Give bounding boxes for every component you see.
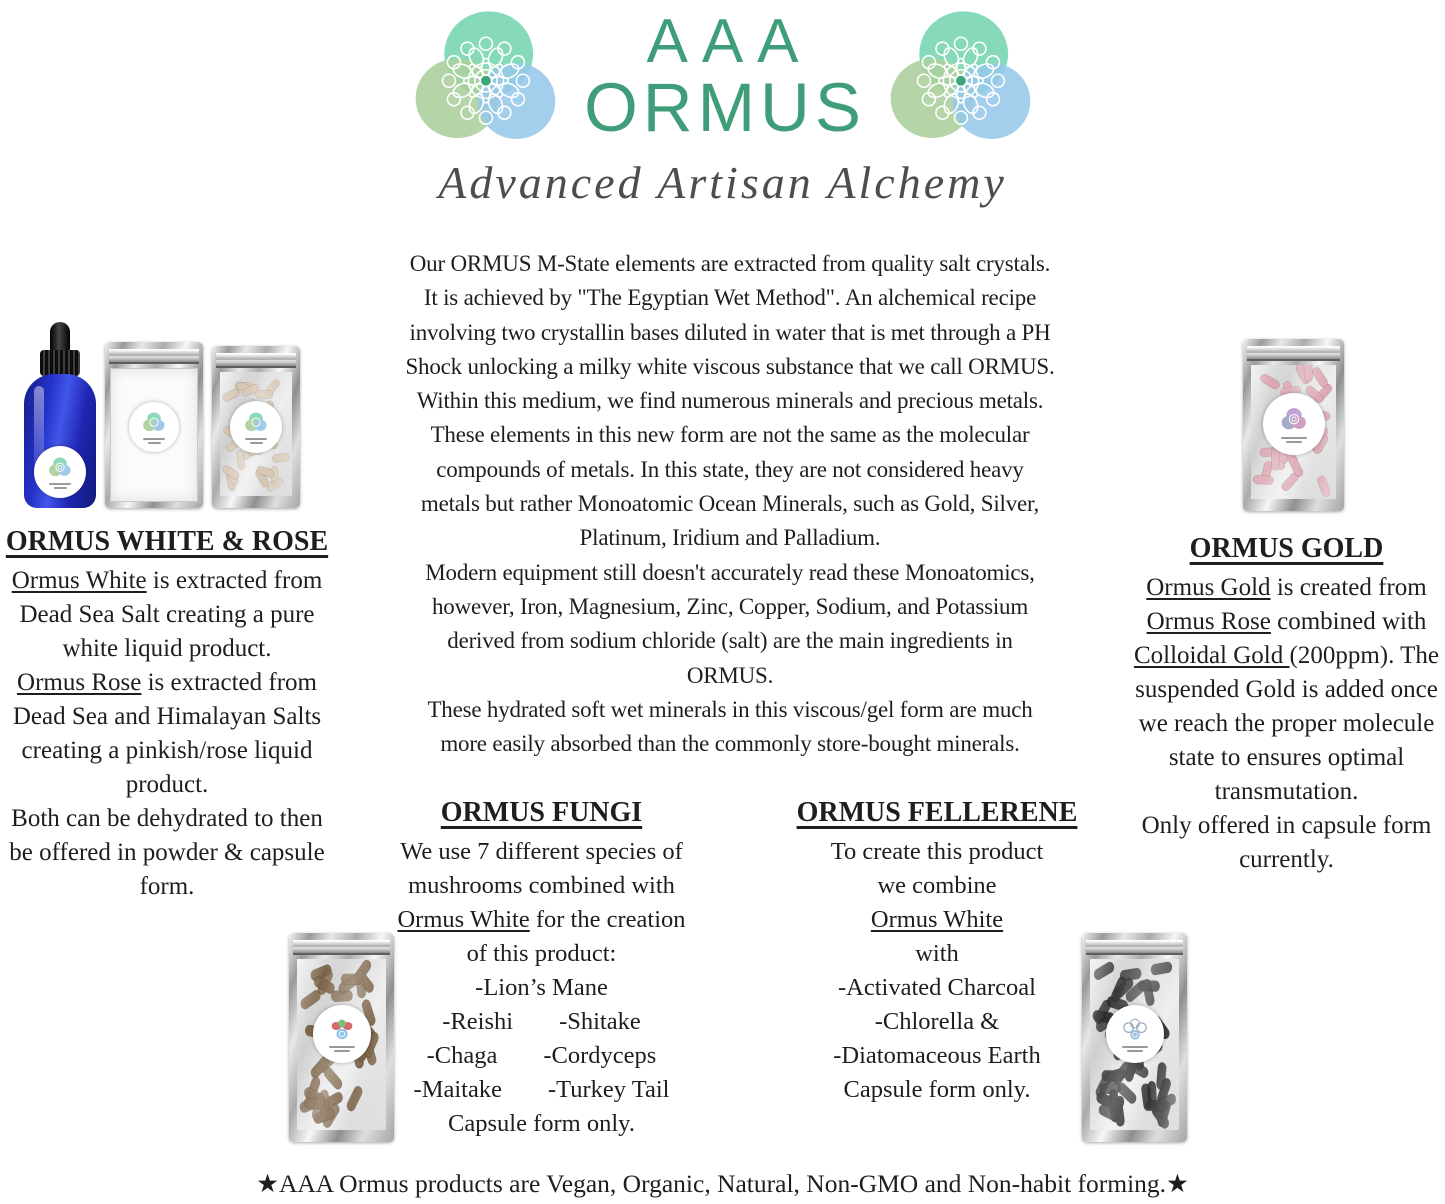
brand-title-ormus: ORMUS <box>584 69 866 146</box>
white-rose-heading: ORMUS WHITE & ROSE <box>5 526 329 557</box>
brand-tagline: Advanced Artisan Alchemy <box>438 157 1007 208</box>
text-line: we reach the proper molecule <box>1138 710 1435 737</box>
text-line: Ormus Rose combined with <box>1146 608 1427 635</box>
text-line: Our ORMUS M-State elements are extracted from quality salt crystals. <box>409 251 1051 276</box>
text-line: white liquid product. <box>62 635 272 662</box>
text-line: of this product: <box>466 940 617 967</box>
text-line: -Lion’s Mane <box>475 974 608 1001</box>
product-label <box>313 1005 371 1063</box>
brand-title <box>579 7 866 146</box>
text-line: Only offered in capsule form <box>1141 812 1432 839</box>
text-line: more easily absorbed than the commonly store-bought minerals. <box>440 731 1020 757</box>
text-line: we combine <box>877 872 997 899</box>
text-line: transmutation. <box>1214 778 1359 805</box>
text-line: state to ensures optimal <box>1168 744 1405 771</box>
brand-title-aaa: AAA <box>646 7 813 76</box>
brand-row <box>0 4 1445 150</box>
text-line: It is achieved by "The Egyptian Wet Method". An alchemical recipe <box>423 285 1037 311</box>
text-line: be offered in powder & capsule <box>9 839 325 866</box>
text-line: Capsule form only. <box>448 1110 635 1137</box>
pouch-front <box>110 368 198 502</box>
white-rose-product-image <box>24 320 300 508</box>
text-line: Capsule form only. <box>843 1076 1031 1103</box>
bag-window <box>220 372 292 496</box>
blue-dropper-bottle-image <box>24 322 96 508</box>
text-line: Modern equipment still doesn't accurately read these Monoatomics, <box>425 559 1035 585</box>
text-line: product. <box>125 771 209 798</box>
footer-claim: ★AAA Ormus products are Vegan, Organic, Natural, Non-GMO and Non-habit forming.★ <box>256 1169 1189 1198</box>
bottle-body <box>24 374 96 508</box>
text-line: Dead Sea Salt creating a pure <box>19 601 315 628</box>
text-line: Colloidal Gold (200ppm). The <box>1133 642 1440 669</box>
mushroom-row: -Reishi -Shitake <box>442 1008 641 1035</box>
text-line: form. <box>139 873 195 900</box>
fellerene-heading: ORMUS FELLERENE <box>796 797 1078 828</box>
text-line: with <box>915 940 959 967</box>
text-line: suspended Gold is added once <box>1135 676 1438 703</box>
text-line: -Chlorella & <box>874 1008 1000 1035</box>
fungi-heading: ORMUS FUNGI <box>440 797 643 828</box>
text-line: -Activated Charcoal <box>838 974 1036 1001</box>
text-line: To create this product <box>830 838 1044 865</box>
mushroom-row: -Chaga -Cordyceps <box>426 1042 657 1069</box>
text-line: derived from sodium chloride (salt) are the main ingredients in <box>447 628 1013 654</box>
watercolor-mandala-icon <box>886 4 1034 150</box>
text-line: Within this medium, we find numerous minerals and precious metals. <box>416 388 1044 414</box>
bag-window <box>1251 365 1336 499</box>
fungi-section <box>373 795 710 1141</box>
text-line: Shock unlocking a milky white viscous substance that we call ORMUS. <box>405 353 1055 379</box>
text-line: ORMUS. <box>686 662 774 688</box>
white-rose-section <box>2 524 332 904</box>
dropper-collar <box>40 350 80 376</box>
text-line: metals but rather Monoatomic Ocean Minerals, such as Gold, Silver, <box>420 491 1040 517</box>
product-label <box>1263 393 1325 455</box>
brand-header <box>0 4 1445 208</box>
text-line: Ormus White is extracted from <box>11 567 323 594</box>
mushroom-row: -Maitake -Turkey Tail <box>413 1076 670 1103</box>
product-label <box>1106 1005 1164 1063</box>
text-line: Platinum, Iridium and Palladium. <box>579 525 881 551</box>
text-line: however, Iron, Magnesium, Zinc, Copper, Sodium, and Potassium <box>431 593 1029 619</box>
gold-capsules-bag-image <box>1243 339 1344 511</box>
text-line: Dead Sea and Himalayan Salts <box>12 703 322 730</box>
watercolor-mandala-icon <box>411 4 559 150</box>
bag-zip-seal <box>216 353 296 368</box>
white-powder-pouch-image <box>105 342 203 508</box>
text-line: We use 7 different species of <box>400 838 683 865</box>
fellerene-capsules-bag-image <box>1082 933 1187 1142</box>
product-label <box>34 446 86 498</box>
intro-paragraph <box>360 247 1100 761</box>
text-line: Ormus White <box>870 906 1004 933</box>
text-line: -Diatomaceous Earth <box>833 1042 1041 1069</box>
text-line: Both can be dehydrated to then <box>11 805 323 832</box>
text-line: Ormus Rose is extracted from <box>17 669 317 696</box>
text-line: compounds of metals. In this state, they are not considered heavy <box>436 456 1024 482</box>
text-line: Ormus White for the creation <box>397 906 686 933</box>
text-line: creating a pinkish/rose liquid <box>21 737 313 764</box>
fellerene-section <box>763 795 1111 1107</box>
bag-window <box>1090 959 1179 1130</box>
text-line: These hydrated soft wet minerals in this viscous/gel form are much <box>427 696 1033 722</box>
product-label <box>129 402 179 452</box>
gold-heading: ORMUS GOLD <box>1189 533 1384 564</box>
product-label <box>230 401 282 453</box>
bag-zip-seal <box>109 349 199 364</box>
text-line: mushrooms combined with <box>408 872 675 899</box>
gold-section <box>1128 531 1445 877</box>
bag-zip-seal <box>1247 346 1340 361</box>
text-line: These elements in this new form are not the same as the molecular <box>430 422 1030 448</box>
text-line: Ormus Gold is created from <box>1146 574 1427 601</box>
tan-capsules-bag-image <box>212 346 300 508</box>
text-line: involving two crystallin bases diluted in water that is met through a PH <box>409 319 1051 345</box>
bag-zip-seal <box>1086 940 1183 955</box>
text-line: currently. <box>1239 846 1334 873</box>
